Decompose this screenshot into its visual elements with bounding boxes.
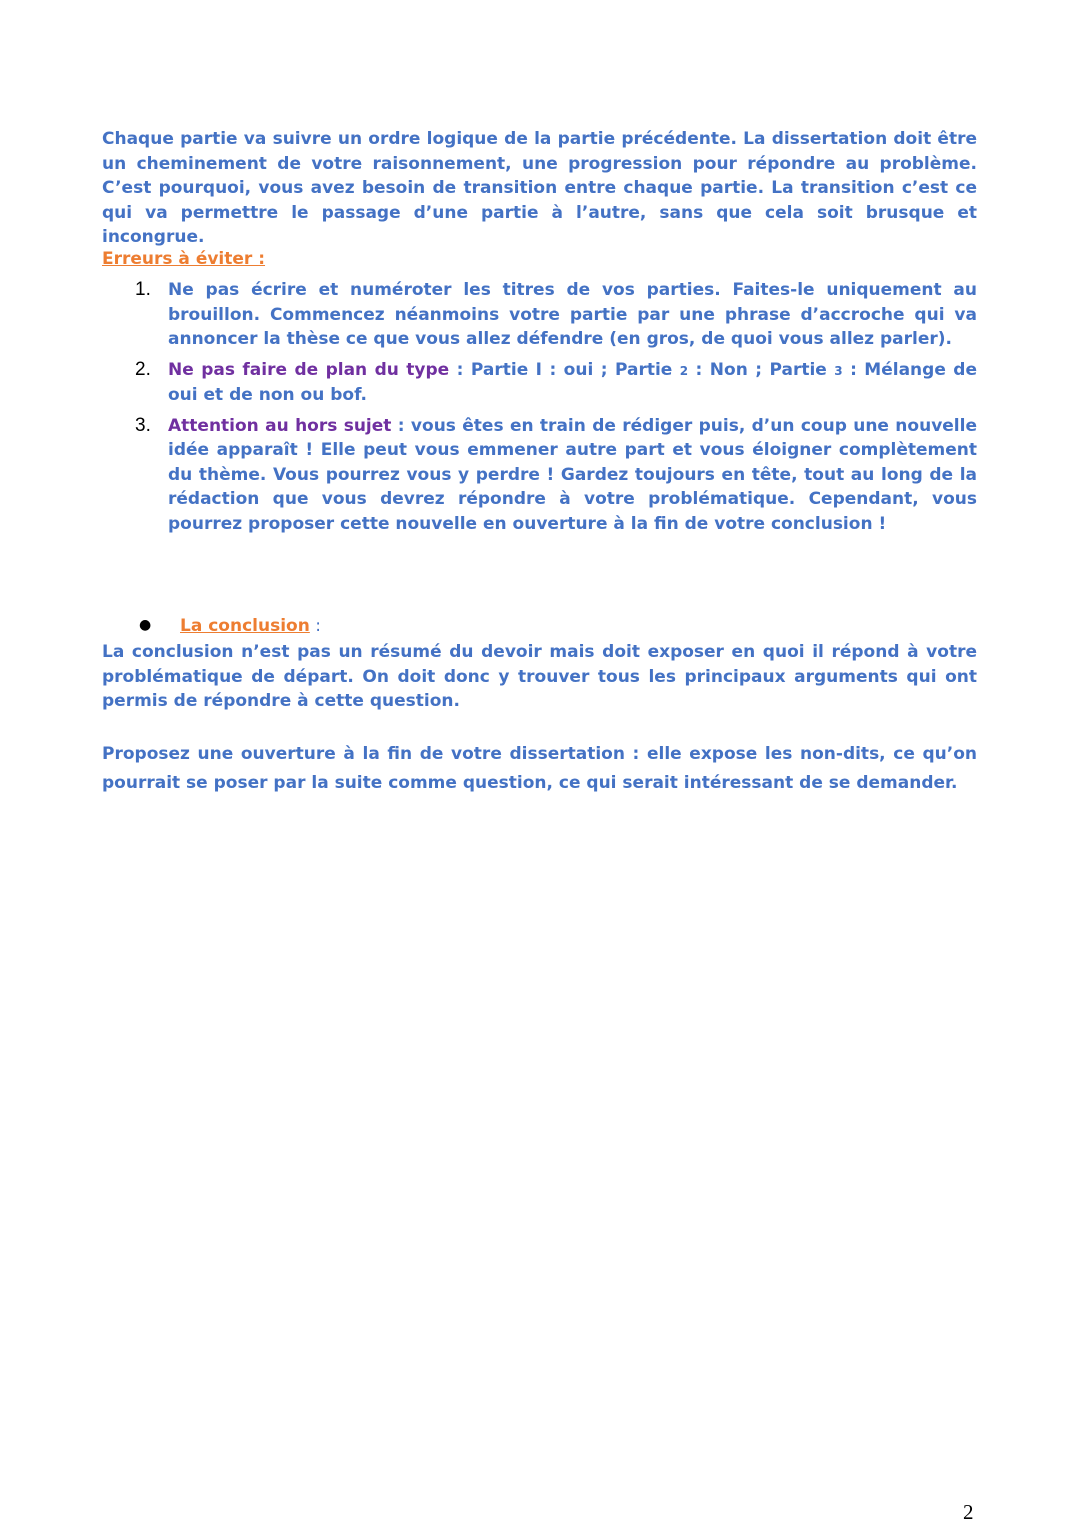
conclusion-heading xyxy=(180,616,321,636)
errors-heading-text: Erreurs à éviter : xyxy=(102,249,266,269)
errors-heading xyxy=(102,249,265,269)
ouverture-paragraph: Proposez une ouverture à la fin de votre dissertation : elle expose les non-dits, ce qu’on pourrait se poser par la suite comme question, ce qui serait intéressant de se demander. xyxy=(102,744,977,793)
list-number: 1. xyxy=(135,279,151,300)
intro-paragraph: Chaque partie va suivre un ordre logique de la partie précédente. La dissertation doit être un cheminement de votre raisonnement, une progression pour répondre au problème. C’est pourquoi, vous avez besoin de transition entre chaque partie. La transition c’est ce qui va permettre le passage d’une partie à l’autre, sans que cela soit brusque et incongrue. xyxy=(102,129,977,247)
page-number: 2 xyxy=(963,1500,974,1524)
list-number: 3. xyxy=(135,414,151,436)
bullet-icon: ● xyxy=(139,617,152,633)
error-text: : vous êtes en train de rédiger puis, d’un coup une nouvelle idée apparaît ! Elle peut vous emmener autre part et vous éloigner complètement du thème. Vous pourrez vous y perdre ! Gardez toujours en tête, tout au long de la rédaction que vous devrez répondre à votre problématique. Cependant, vous pourrez proposer cette nouvelle en ouverture à la fin de votre conclusion ! xyxy=(168,415,977,534)
error-lead: Ne pas faire de plan du type xyxy=(168,359,450,380)
error-text-b: : Non ; Partie xyxy=(688,359,835,380)
error-text: Ne pas écrire et numéroter les titres de vos parties. Faites-le uniquement au brouillon. Commencez néanmoins votre partie par une phrase d’accroche qui va annoncer la thèse ce que vous allez défendre (en gros, de quoi vous allez parler). xyxy=(168,280,977,349)
conclusion-paragraph: La conclusion n’est pas un résumé du devoir mais doit exposer en quoi il répond à votre problématique de départ. On doit donc y trouver tous les principaux arguments qui ont permis de répondre à cette question. xyxy=(102,642,977,711)
list-number: 2. xyxy=(135,358,151,380)
list-item xyxy=(102,278,977,352)
conclusion-heading-text: La conclusion xyxy=(180,616,310,636)
errors-list xyxy=(102,278,977,536)
error-text-c: : Mélange de oui et de non ou bof. xyxy=(168,359,977,405)
error-text-a: : Partie I : oui ; Partie xyxy=(449,359,680,380)
error-lead: Attention au hors sujet xyxy=(168,415,392,436)
conclusion-heading-colon: : xyxy=(309,616,321,636)
error-small-b: 3 xyxy=(834,363,843,378)
error-small-a: 2 xyxy=(679,363,689,378)
list-item xyxy=(102,358,977,408)
list-item xyxy=(102,414,977,537)
